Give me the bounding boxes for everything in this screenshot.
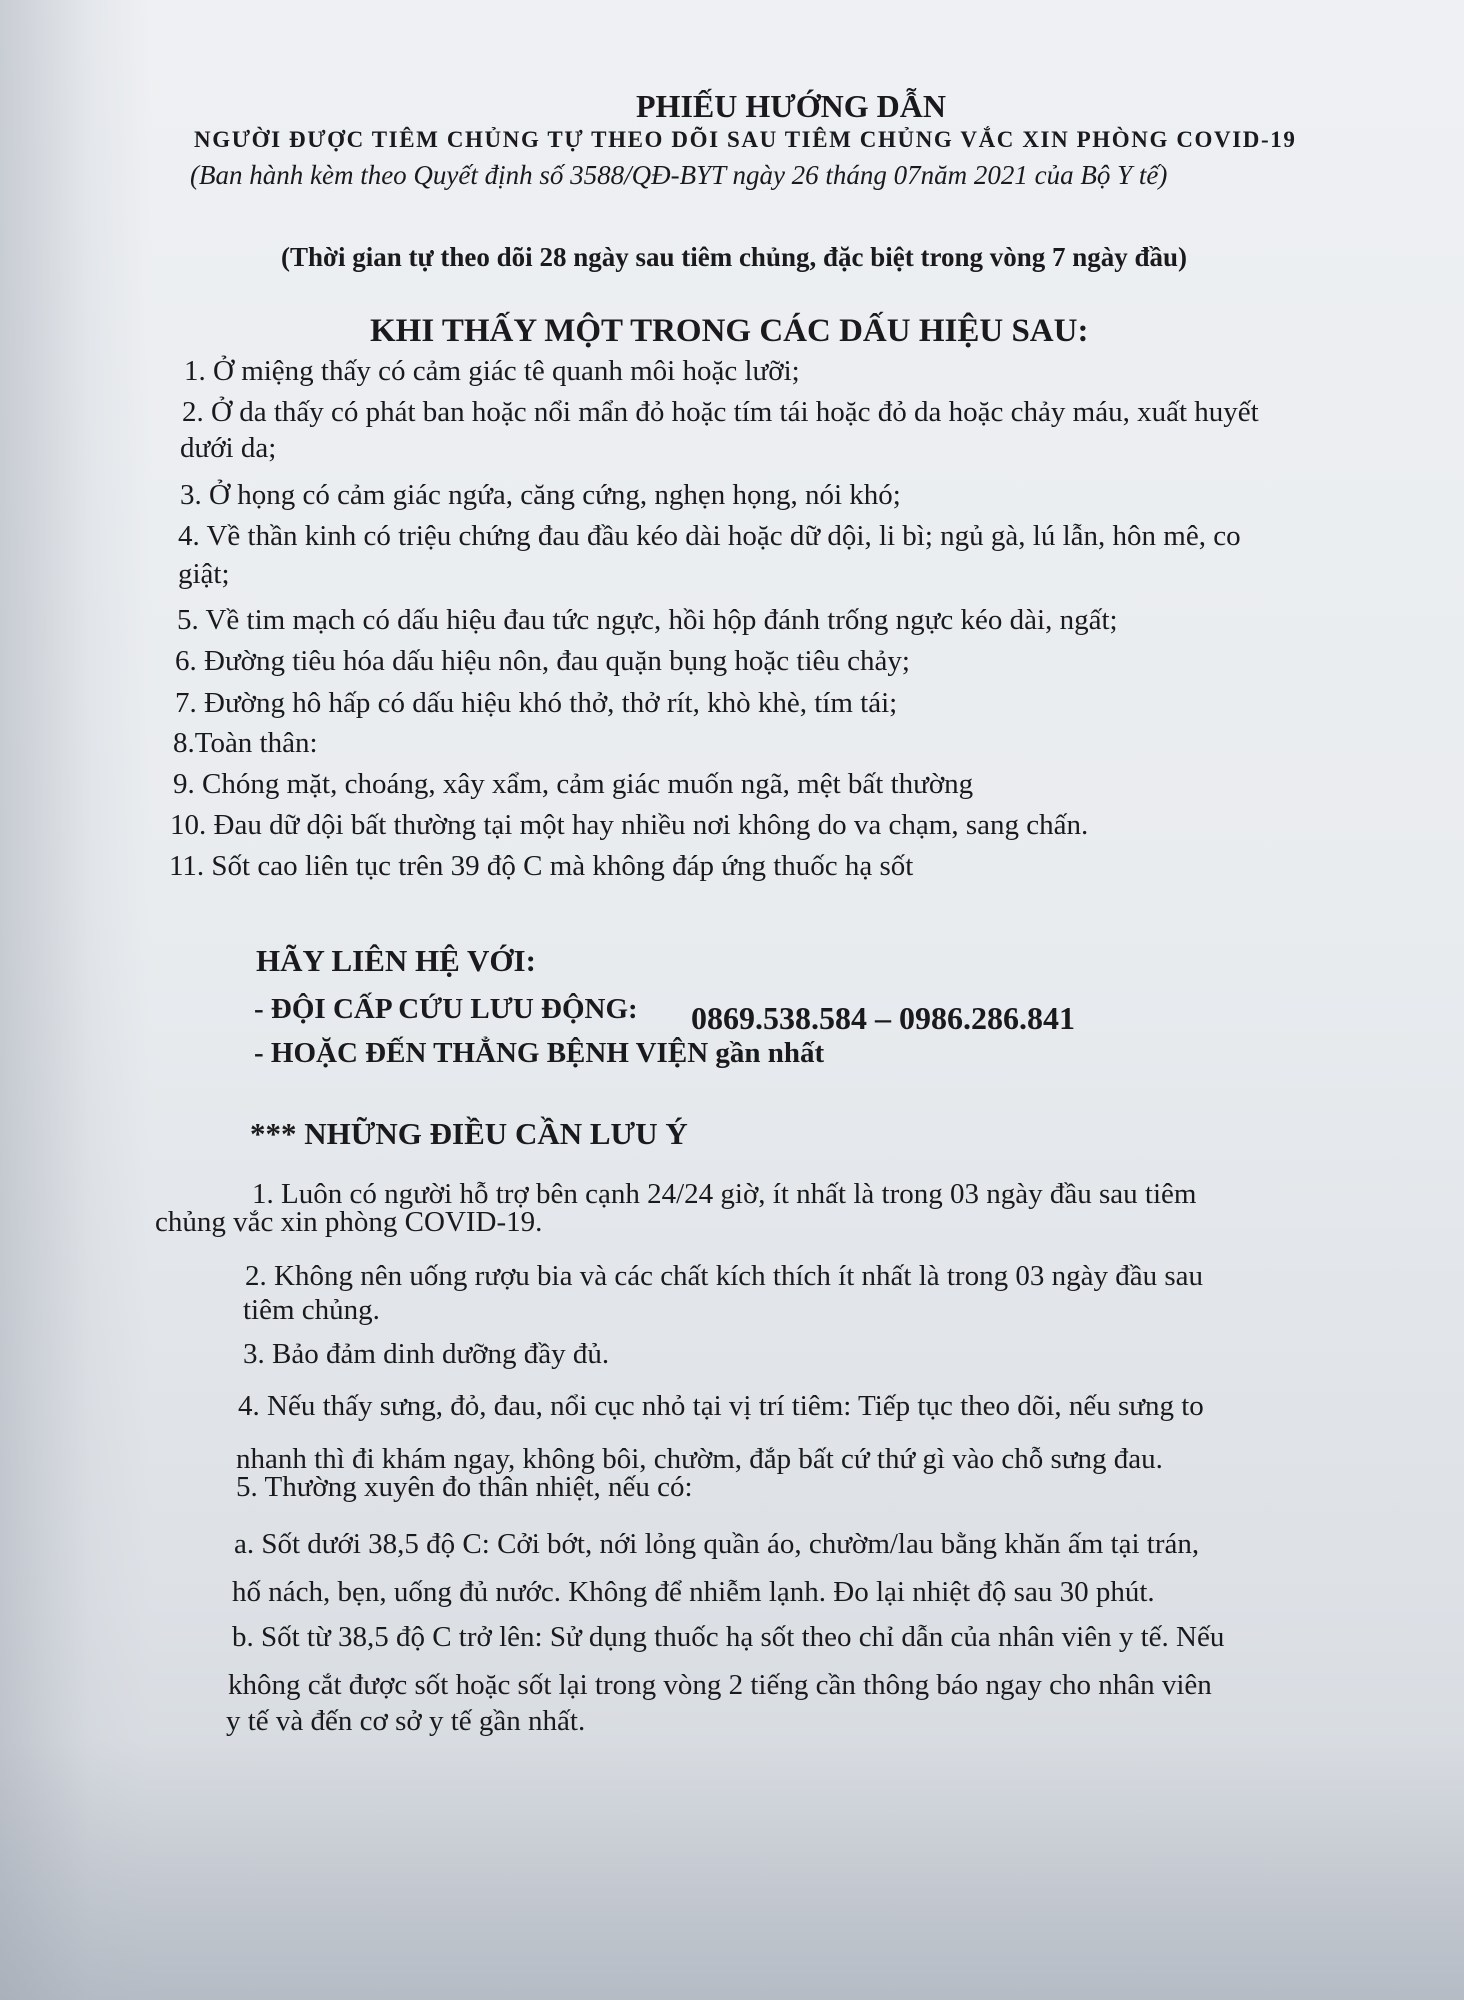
sign-item: 5. Về tim mạch có dấu hiệu đau tức ngực, hồi hộp đánh trống ngực kéo dài, ngất; (177, 604, 1118, 636)
note-item: hố nách, bẹn, uống đủ nước. Không để nhiễm lạnh. Đo lại nhiệt độ sau 30 phút. (232, 1576, 1155, 1608)
sign-item: giật; (178, 558, 230, 590)
hospital-instruction: - HOẶC ĐẾN THẲNG BỆNH VIỆN gần nhất (254, 1037, 825, 1069)
note-item: không cắt được sốt hoặc sốt lại trong vòng 2 tiếng cần thông báo ngay cho nhân viên (228, 1669, 1212, 1701)
emergency-phone-numbers: 0869.538.584 – 0986.286.841 (691, 1000, 1075, 1036)
sign-item: 8.Toàn thân: (173, 727, 318, 759)
note-item: 4. Nếu thấy sưng, đỏ, đau, nổi cục nhỏ tại vị trí tiêm: Tiếp tục theo dõi, nếu sưng to (238, 1390, 1204, 1422)
document-subtitle: NGƯỜI ĐƯỢC TIÊM CHỦNG TỰ THEO DÕI SAU TIÊM CHỦNG VẮC XIN PHÒNG COVID-19 (194, 127, 1297, 152)
sign-item: 7. Đường hô hấp có dấu hiệu khó thở, thở rít, khò khè, tím tái; (175, 687, 898, 719)
emergency-team-label: - ĐỘI CẤP CỨU LƯU ĐỘNG: (254, 993, 638, 1025)
sign-item: dưới da; (180, 432, 277, 464)
notes-heading: *** NHỮNG ĐIỀU CẦN LƯU Ý (250, 1116, 688, 1151)
sign-item: 3. Ở họng có cảm giác ngứa, căng cứng, nghẹn họng, nói khó; (180, 479, 901, 511)
decree-reference: (Ban hành kèm theo Quyết định số 3588/QĐ-BYT ngày 26 tháng 07năm 2021 của Bộ Y tế) (190, 160, 1168, 190)
monitoring-period-note: (Thời gian tự theo dõi 28 ngày sau tiêm chủng, đặc biệt trong vòng 7 ngày đầu) (281, 242, 1188, 272)
note-item: 5. Thường xuyên đo thân nhiệt, nếu có: (236, 1471, 693, 1503)
sign-item: 11. Sốt cao liên tục trên 39 độ C mà không đáp ứng thuốc hạ sốt (169, 850, 914, 882)
note-item: 2. Không nên uống rượu bia và các chất kích thích ít nhất là trong 03 ngày đầu sau (245, 1260, 1203, 1292)
document-title: PHIẾU HƯỚNG DẪN (636, 88, 946, 124)
note-item: 3. Bảo đảm dinh dưỡng đầy đủ. (243, 1338, 610, 1370)
note-item: b. Sốt từ 38,5 độ C trở lên: Sử dụng thuốc hạ sốt theo chỉ dẫn của nhân viên y tế. Nếu (232, 1621, 1225, 1653)
page-shadow-left (0, 0, 150, 2000)
note-item: chủng vắc xin phòng COVID-19. (155, 1206, 543, 1238)
note-item: nhanh thì đi khám ngay, không bôi, chườm, đắp bất cứ thứ gì vào chỗ sưng đau. (236, 1443, 1163, 1475)
sign-item: 10. Đau dữ dội bất thường tại một hay nhiều nơi không do va chạm, sang chấn. (170, 809, 1089, 841)
sign-item: 1. Ở miệng thấy có cảm giác tê quanh môi hoặc lưỡi; (184, 355, 800, 387)
note-item: y tế và đến cơ sở y tế gần nhất. (226, 1705, 586, 1737)
signs-heading: KHI THẤY MỘT TRONG CÁC DẤU HIỆU SAU: (370, 313, 1089, 349)
sign-item: 6. Đường tiêu hóa dấu hiệu nôn, đau quặn bụng hoặc tiêu chảy; (175, 645, 910, 677)
sign-item: 4. Về thần kinh có triệu chứng đau đầu kéo dài hoặc dữ dội, li bì; ngủ gà, lú lẫn, hôn mê, co (178, 520, 1241, 552)
note-item: tiêm chủng. (243, 1294, 380, 1326)
page-shadow-bottom (0, 1740, 1464, 2000)
note-item: a. Sốt dưới 38,5 độ C: Cởi bớt, nới lỏng quần áo, chườm/lau bằng khăn ấm tại trán, (234, 1528, 1200, 1560)
contact-heading: HÃY LIÊN HỆ VỚI: (256, 943, 536, 978)
sign-item: 2. Ở da thấy có phát ban hoặc nổi mẩn đỏ hoặc tím tái hoặc đỏ da hoặc chảy máu, xuất huyết (182, 396, 1259, 428)
note-item: 1. Luôn có người hỗ trợ bên cạnh 24/24 giờ, ít nhất là trong 03 ngày đầu sau tiêm (252, 1178, 1197, 1210)
sign-item: 9. Chóng mặt, choáng, xây xẩm, cảm giác muốn ngã, mệt bất thường (173, 768, 974, 800)
